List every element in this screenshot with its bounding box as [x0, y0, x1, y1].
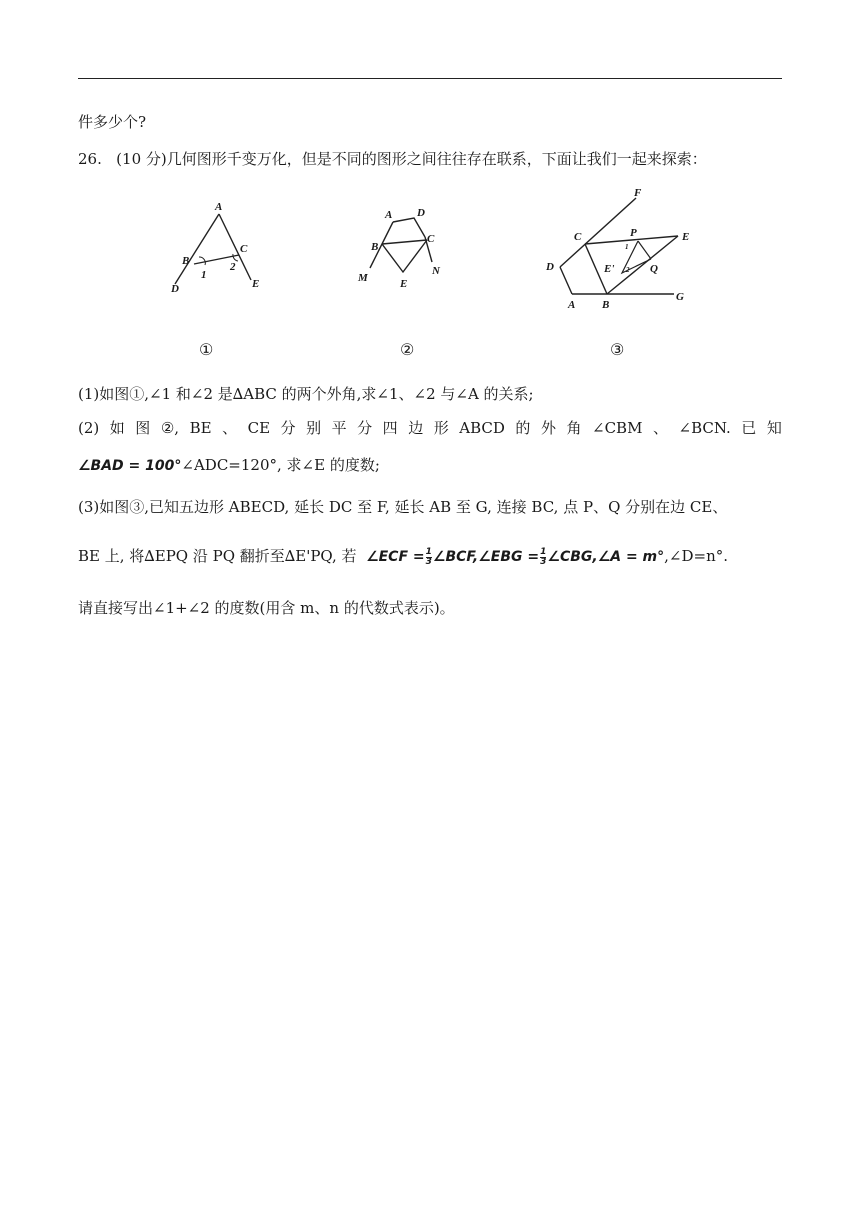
part-2-word: 平 — [331, 419, 347, 437]
part-2-word: 分 — [280, 419, 296, 437]
fig2-point-A: A — [385, 209, 393, 221]
formula-ecf — [366, 546, 665, 567]
continuation-text: 件多少个? — [78, 113, 147, 131]
fig1-point-E: E — [252, 278, 260, 290]
part-2-word: BE — [189, 419, 212, 437]
fig3-point-C: C — [574, 231, 582, 243]
part-2-word: 边 — [408, 419, 424, 437]
formula-bad: ∠BAD = 100° — [78, 458, 182, 474]
part-3-line-3: 请直接写出∠1+∠2 的度数(用含 m、n 的代数式表示)。 — [78, 599, 455, 617]
figure-1-label: ① — [199, 340, 214, 359]
fig3-angle-1: 1 — [625, 243, 629, 251]
fig1-point-D: D — [171, 283, 179, 295]
fig2-point-B: B — [371, 241, 379, 253]
part-2-rest: ∠ADC=120°, 求∠E 的度数; — [181, 456, 380, 474]
question-intro: (10 分)几何图形千变万化，但是不同的图形之间往往存在联系，下面让我们一起来探索： — [116, 150, 707, 168]
figures-svg — [0, 0, 860, 370]
part-2-word: 四 — [382, 419, 398, 437]
part-3-line-2-end: ,∠D=n°. — [664, 547, 729, 565]
fig2-point-D: D — [417, 207, 425, 219]
fig3-point-B: B — [602, 299, 610, 311]
fig1-angle-2: 2 — [230, 261, 236, 273]
figure-2 — [357, 207, 441, 290]
fraction-one-third-b — [540, 548, 546, 567]
fig2-point-C: C — [427, 233, 435, 245]
frac-num-b: 1 — [540, 546, 547, 557]
part-3-line-1: (3)如图③,已知五边形 ABECD, 延长 DC 至 F, 延长 AB 至 G, 连接 BC, 点 P、Q 分别在边 CE、 — [78, 498, 728, 516]
fig1-point-B: B — [182, 255, 190, 267]
part-2-word: 知 — [766, 419, 782, 437]
fig3-point-Q: Q — [650, 263, 658, 275]
fraction-one-third-a — [426, 548, 432, 567]
part-2-line-2 — [78, 455, 782, 476]
figure-3-label: ③ — [610, 340, 625, 359]
part-2-word: 已 — [741, 419, 757, 437]
part-1-text: (1)如图①,∠1 和∠2 是∆ABC 的两个外角,求∠1、∠2 与∠A 的关系; — [78, 385, 534, 403]
fig2-point-N: N — [432, 265, 440, 277]
part-2-line-1 — [78, 418, 782, 438]
fig2-point-E: E — [400, 278, 408, 290]
part-2-word: 、 — [652, 419, 668, 437]
formula-ecf-lhs: ∠ECF = — [366, 549, 425, 565]
part-2-word: ②, — [160, 419, 180, 437]
question-number: 26. — [78, 150, 102, 168]
frac-den-a: 3 — [425, 556, 432, 567]
part-2-word: ∠CBM — [592, 419, 643, 437]
fig3-point-F: F — [634, 187, 642, 199]
frac-den-b: 3 — [540, 556, 547, 567]
part-2-word: CE — [247, 419, 271, 437]
fig3-point-G: G — [676, 291, 684, 303]
part-2-word: 、 — [222, 419, 238, 437]
fig2-point-M: M — [358, 272, 368, 284]
fig1-point-A: A — [215, 201, 223, 213]
figure-2-label: ② — [400, 340, 415, 359]
formula-cbg-a: ∠CBG,∠A = m° — [547, 549, 665, 565]
part-2-word: 分 — [357, 419, 373, 437]
formula-ebg: ∠BCF,∠EBG = — [432, 549, 540, 565]
fig3-point-P: P — [630, 227, 637, 239]
fig3-point-Eprime: E' — [604, 263, 615, 275]
figure-3 — [545, 187, 689, 311]
fig3-angle-2: 2 — [626, 266, 630, 274]
part-2-word: (2) — [78, 419, 100, 437]
part-2-word: 图 — [135, 419, 151, 437]
part-3-line-2-start: BE 上, 将∆EPQ 沿 PQ 翻折至∆E'PQ, 若 — [78, 547, 357, 565]
part-2-word: 别 — [306, 419, 322, 437]
frac-num-a: 1 — [425, 546, 432, 557]
part-2-word: ABCD — [459, 419, 505, 437]
figure-1 — [170, 201, 259, 295]
part-2-word: ∠BCN. — [678, 419, 731, 437]
fig3-point-E: E — [682, 231, 690, 243]
part-2-word: 角 — [566, 419, 582, 437]
fig1-angle-1: 1 — [201, 269, 207, 281]
part-2-word: 的 — [515, 419, 531, 437]
fig1-point-C: C — [240, 243, 248, 255]
part-2-word: 如 — [109, 419, 125, 437]
part-3-line-2 — [78, 546, 782, 567]
fig3-point-A: A — [568, 299, 576, 311]
part-2-word: 形 — [433, 419, 449, 437]
fig3-point-D: D — [546, 261, 554, 273]
part-2-word: 外 — [540, 419, 556, 437]
